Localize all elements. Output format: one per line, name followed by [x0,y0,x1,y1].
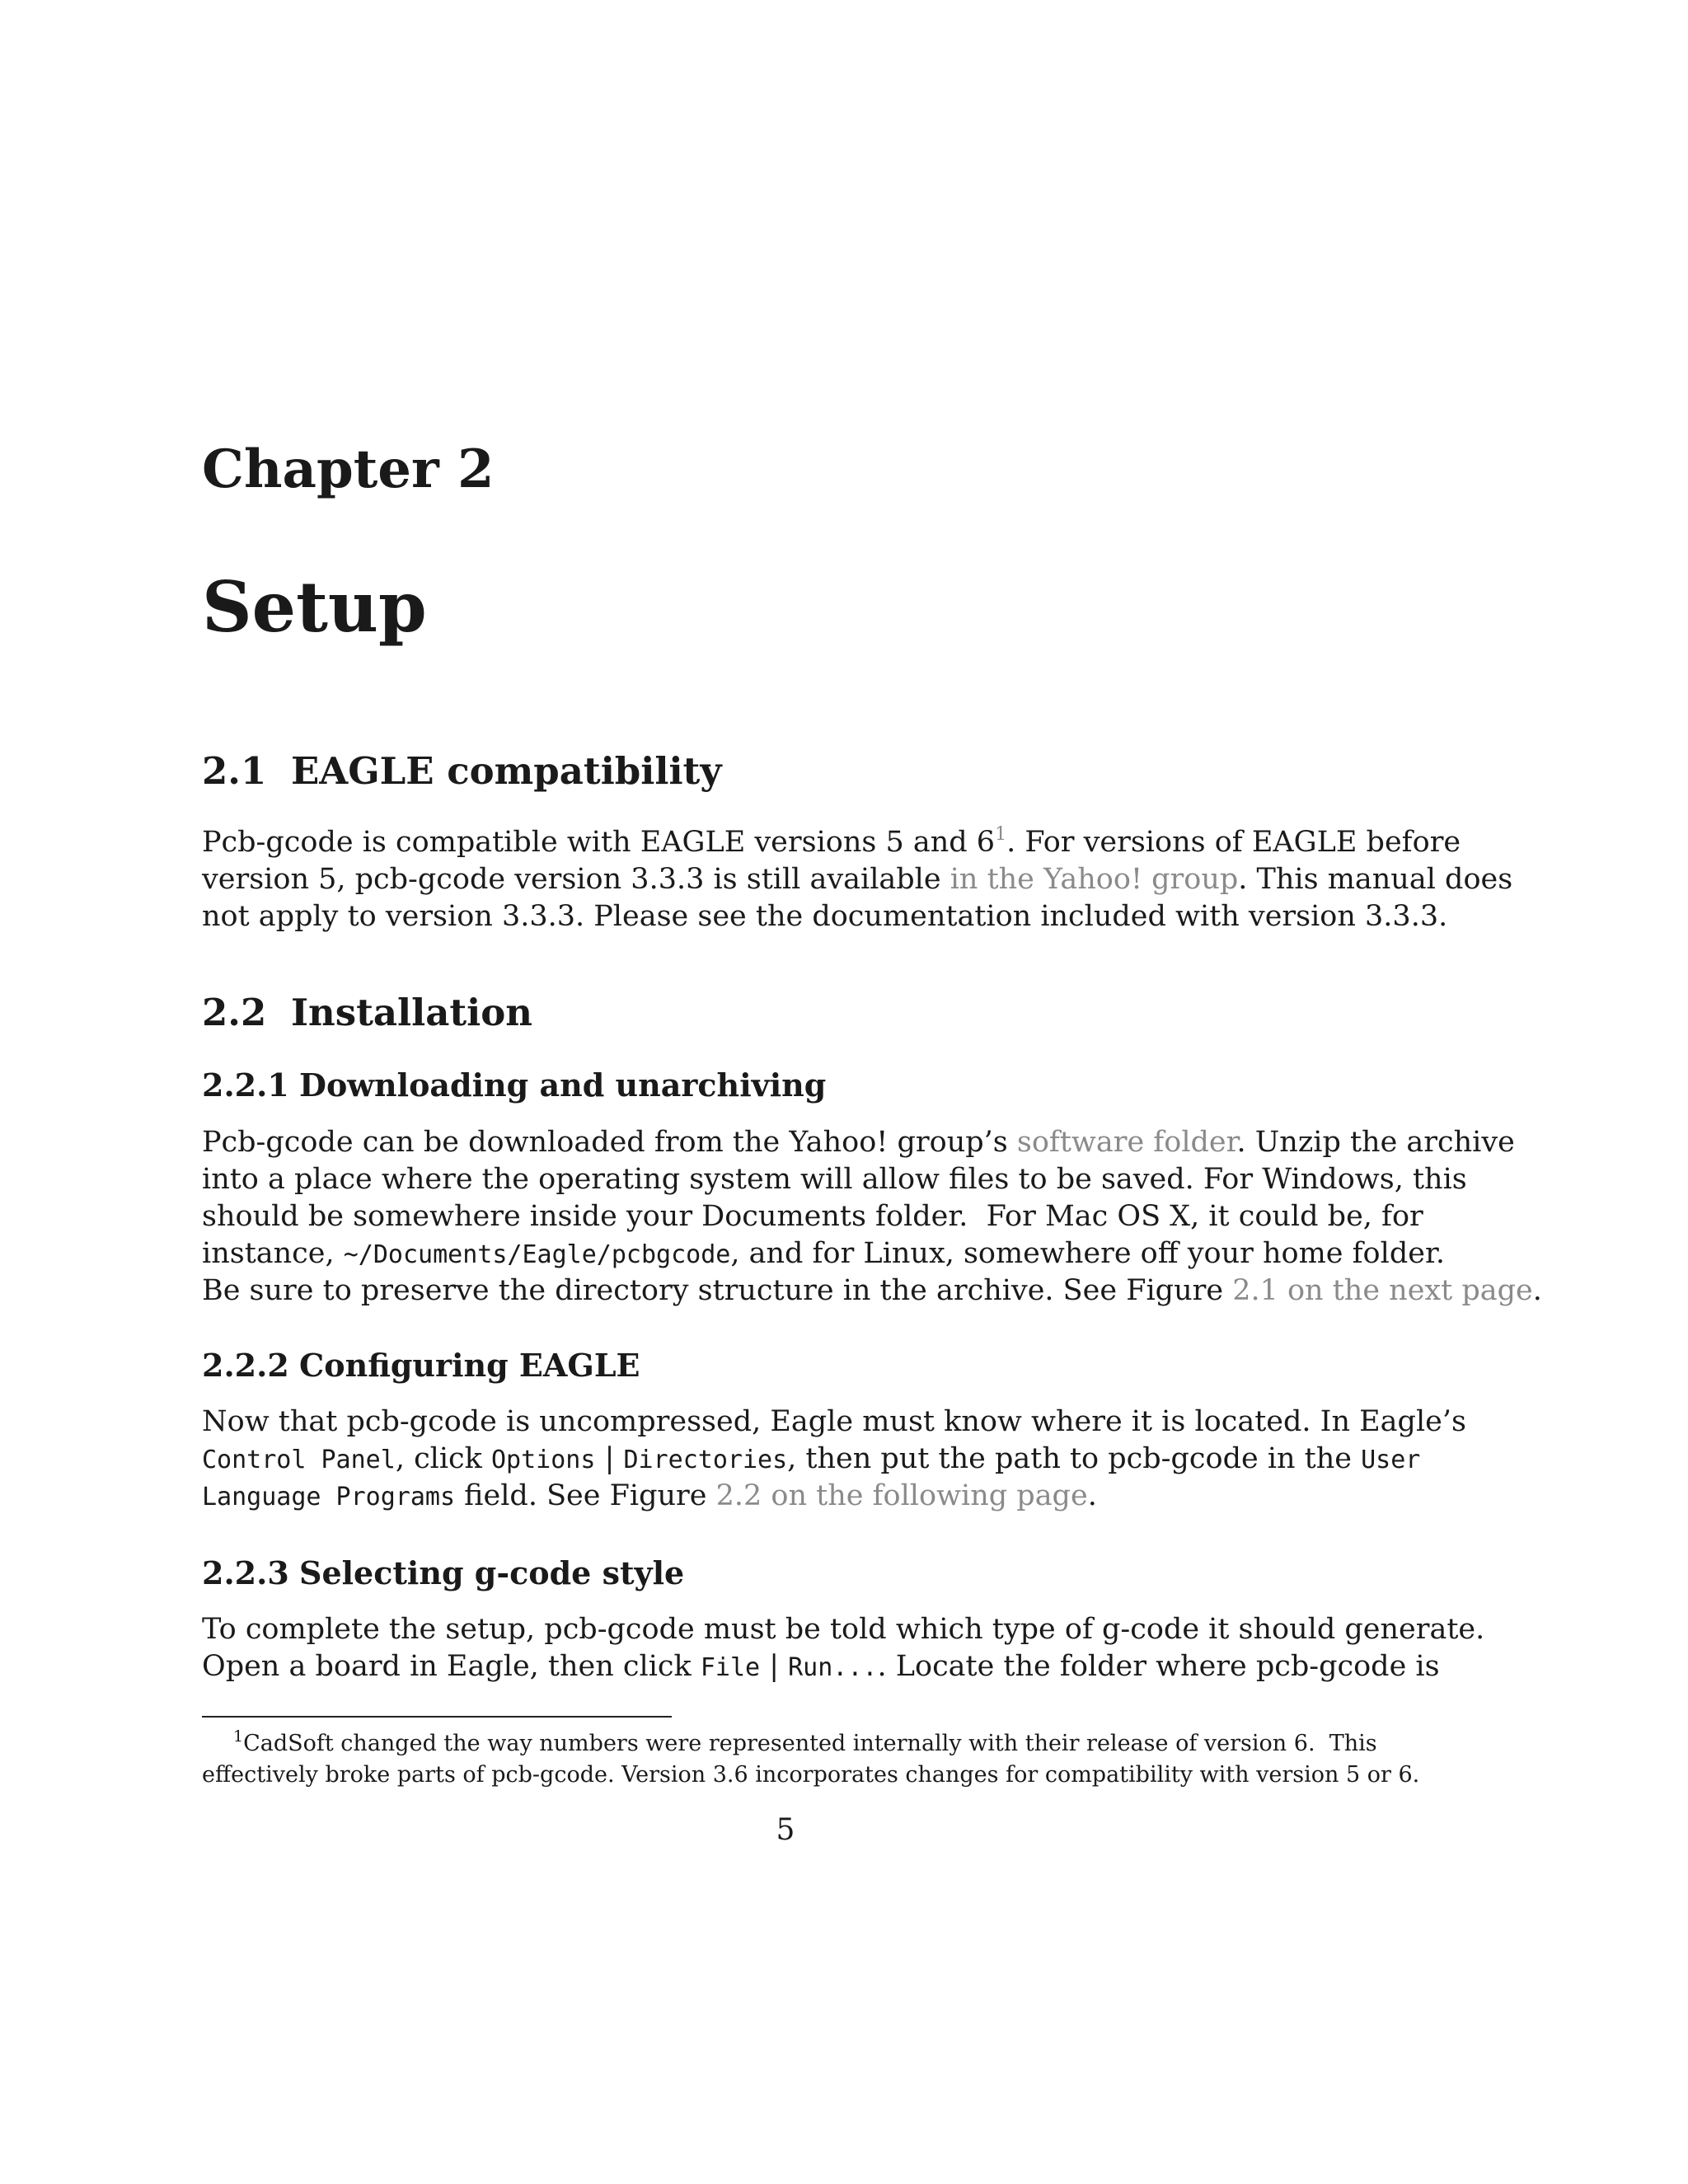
options-code: Options [491,1446,596,1474]
text-line: Now that pcb-gcode is uncompressed, Eagle must know where it is located. In Eagle’s [202,1405,1466,1438]
figure-2-2-link[interactable]: 2.2 on the following page [715,1479,1088,1512]
file-code: File [700,1653,761,1682]
paragraph-downloading [202,1124,1542,1310]
subsection-heading-2-2-3 [202,1554,685,1591]
section-heading-2-2 [202,991,533,1034]
user-code: User [1361,1446,1421,1474]
paragraph-gcode-style [202,1611,1485,1685]
text-line: not apply to version 3.3.3. Please see the documentation included with version 3.3.3. [202,900,1448,933]
text-line: Open a board in Eagle, then click File | Run.... Locate the folder where pcb-gcode is [202,1650,1440,1683]
text-line: Control Panel, click Options | Directories, then put the path to pcb-gcode in the User [202,1442,1421,1475]
page-number: 5 [776,1813,795,1847]
subsection-heading-2-2-1 [202,1066,827,1104]
text-line: To complete the setup, pcb-gcode must be told which type of g-code it should generate. [202,1613,1485,1646]
text-line: should be somewhere inside your Documents folder. For Mac OS X, it could be, for [202,1200,1423,1233]
path-code: ~/Documents/Eagle/pcbgcode [343,1240,731,1269]
paragraph-eagle-compatibility [202,824,1513,935]
text-line: into a place where the operating system will allow files to be saved. For Windows, this [202,1163,1467,1196]
text-line: Be sure to preserve the directory structure in the archive. See Figure 2.1 on the next page. [202,1274,1542,1307]
chapter-label: Chapter 2 [202,438,495,500]
directories-code: Directories [623,1446,788,1474]
run-code: Run... [788,1653,878,1682]
section-number: 2.2 [202,991,267,1034]
subsection-title: Selecting g-code style [299,1554,685,1591]
section-number: 2.1 [202,749,267,793]
text-line: Pcb-gcode can be downloaded from the Yahoo! group’s software folder. Unzip the archive [202,1126,1515,1159]
control-panel-code: Control Panel [202,1446,396,1474]
footnote-line: $^1$CadSoft changed the way numbers were represented internally with their release of version 6. This [233,1727,1377,1756]
section-heading-2-1 [202,749,722,793]
subsection-number: 2.2.2 [202,1347,289,1384]
subsection-number: 2.2.1 [202,1066,289,1104]
subsection-number: 2.2.3 [202,1554,289,1591]
text-line: Pcb-gcode is compatible with EAGLE versions 5 and $6^1$. For versions of EAGLE before [202,824,1461,859]
figure-2-1-link[interactable]: 2.1 on the next page [1232,1274,1533,1307]
yahoo-group-link[interactable]: in the Yahoo! group [950,863,1239,896]
subsection-title: Downloading and unarchiving [299,1066,827,1104]
text-line: version 5, pcb-gcode version 3.3.3 is still available in the Yahoo! group. This manual does [202,863,1513,896]
footnote [202,1727,1420,1791]
paragraph-configuring [202,1404,1466,1515]
subsection-heading-2-2-2 [202,1347,640,1384]
footnote-ref[interactable]: 1 [995,824,1007,845]
footnote-rule [202,1716,672,1718]
language-programs-code: Language Programs [202,1483,456,1511]
software-folder-link[interactable]: software folder [1016,1126,1237,1159]
chapter-title: Setup [202,566,427,648]
footnote-line: effectively broke parts of pcb-gcode. Version 3.6 incorporates changes for compatibility with version 5 or 6. [202,1762,1420,1788]
text-line: Language Programs field. See Figure 2.2 on the following page. [202,1479,1097,1512]
footnote-mark: 1 [233,1727,244,1746]
section-title: Installation [291,991,533,1034]
section-title: EAGLE compatibility [291,749,722,793]
subsection-title: Configuring EAGLE [299,1347,640,1384]
text-line: instance, ~/Documents/Eagle/pcbgcode, and for Linux, somewhere off your home folder. [202,1237,1445,1270]
